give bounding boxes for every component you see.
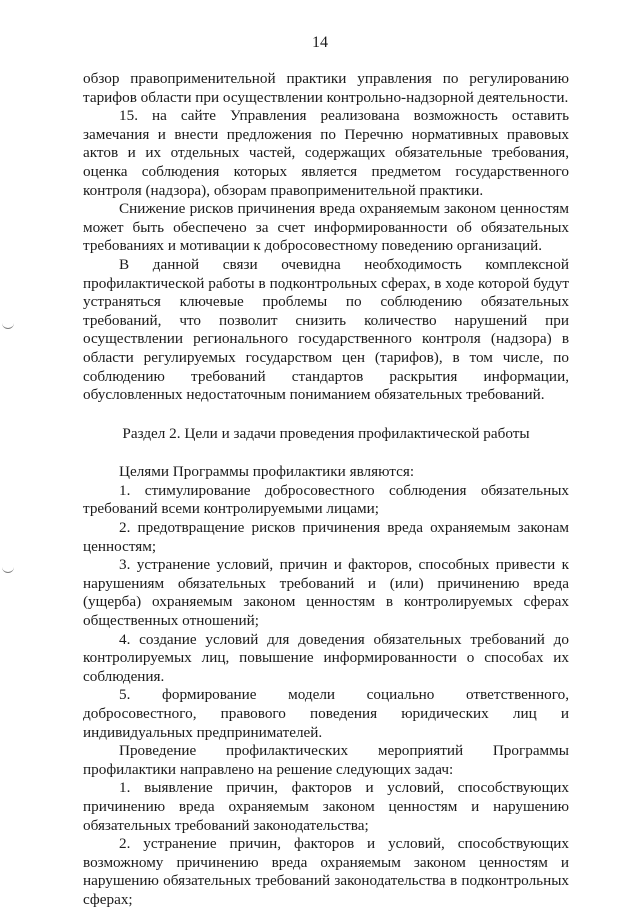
paragraph: Снижение рисков причинения вреда охраняемым законом ценностям может быть обеспечено за счет информированности об обязательных требованиях и мотивации к добросовестному поведению организаций. <box>83 200 569 255</box>
list-item: 2. предотвращение рисков причинения вреда охраняемым законам ценностям; <box>83 519 569 555</box>
document-body <box>83 70 569 910</box>
paragraph: В данной связи очевидна необходимость комплексной профилактической работы в подконтрольных сферах, в ходе которой будут устраняться ключевые проблемы по соблюдению обязательных требований, что позволит снизить количество нарушений при осуществлении регионального государственного контроля (надзора) в области регулируемых государством цен (тарифов), в том числе, по соблюдению требований стандартов раскрытия информации, обусловленных недостаточным пониманием обязательных требований. <box>83 255 569 404</box>
list-item: 1. выявление причин, факторов и условий, способствующих причинению вреда охраняемым законом ценностям и нарушению обязательных требований законодательства; <box>83 779 569 834</box>
page-number: 14 <box>312 34 328 51</box>
paragraph: Целями Программы профилактики являются: <box>119 463 415 481</box>
scan-margin-mark <box>2 566 14 573</box>
paragraph: 15. на сайте Управления реализована возможность оставить замечания и внести предложения по Перечню нормативных правовых актов и их отдельных частей, содержащих обязательные требования, оценка соблюдения которых является предметом государственного контроля (надзора), обзорам правоприменительной практики. <box>83 107 569 199</box>
paragraph: обзор правоприменительной практики управления по регулированию тарифов области при осуществлении контрольно-надзорной деятельности. <box>83 70 569 106</box>
scan-margin-mark <box>2 322 14 329</box>
section-heading: Раздел 2. Цели и задачи проведения профилактической работы <box>122 424 530 442</box>
list-item: 5. формирование модели социально ответственного, добросовестного, правового поведения юридических лиц и индивидуальных предпринимателей. <box>83 686 569 741</box>
list-item: 2. устранение причин, факторов и условий, способствующих возможному причинению вреда охраняемым законом ценностям и нарушению обязательных требований законодательства в подконтрольных сферах; <box>83 835 569 908</box>
list-item: 4. создание условий для доведения обязательных требований до контролируемых лиц, повышение информированности о способах их соблюдения. <box>83 630 569 685</box>
list-item: 1. стимулирование добросовестного соблюдения обязательных требований всеми контролируемыми лицами; <box>83 481 569 518</box>
list-item: 3. устранение условий, причин и факторов, способных привести к нарушениям обязательных требований и (или) причинению вреда (ущерба) охраняемым законом ценностям в контролируемых сферах общественных отношений; <box>83 556 569 630</box>
paragraph: Проведение профилактических мероприятий Программы профилактики направлено на решение следующих задач: <box>83 742 569 778</box>
